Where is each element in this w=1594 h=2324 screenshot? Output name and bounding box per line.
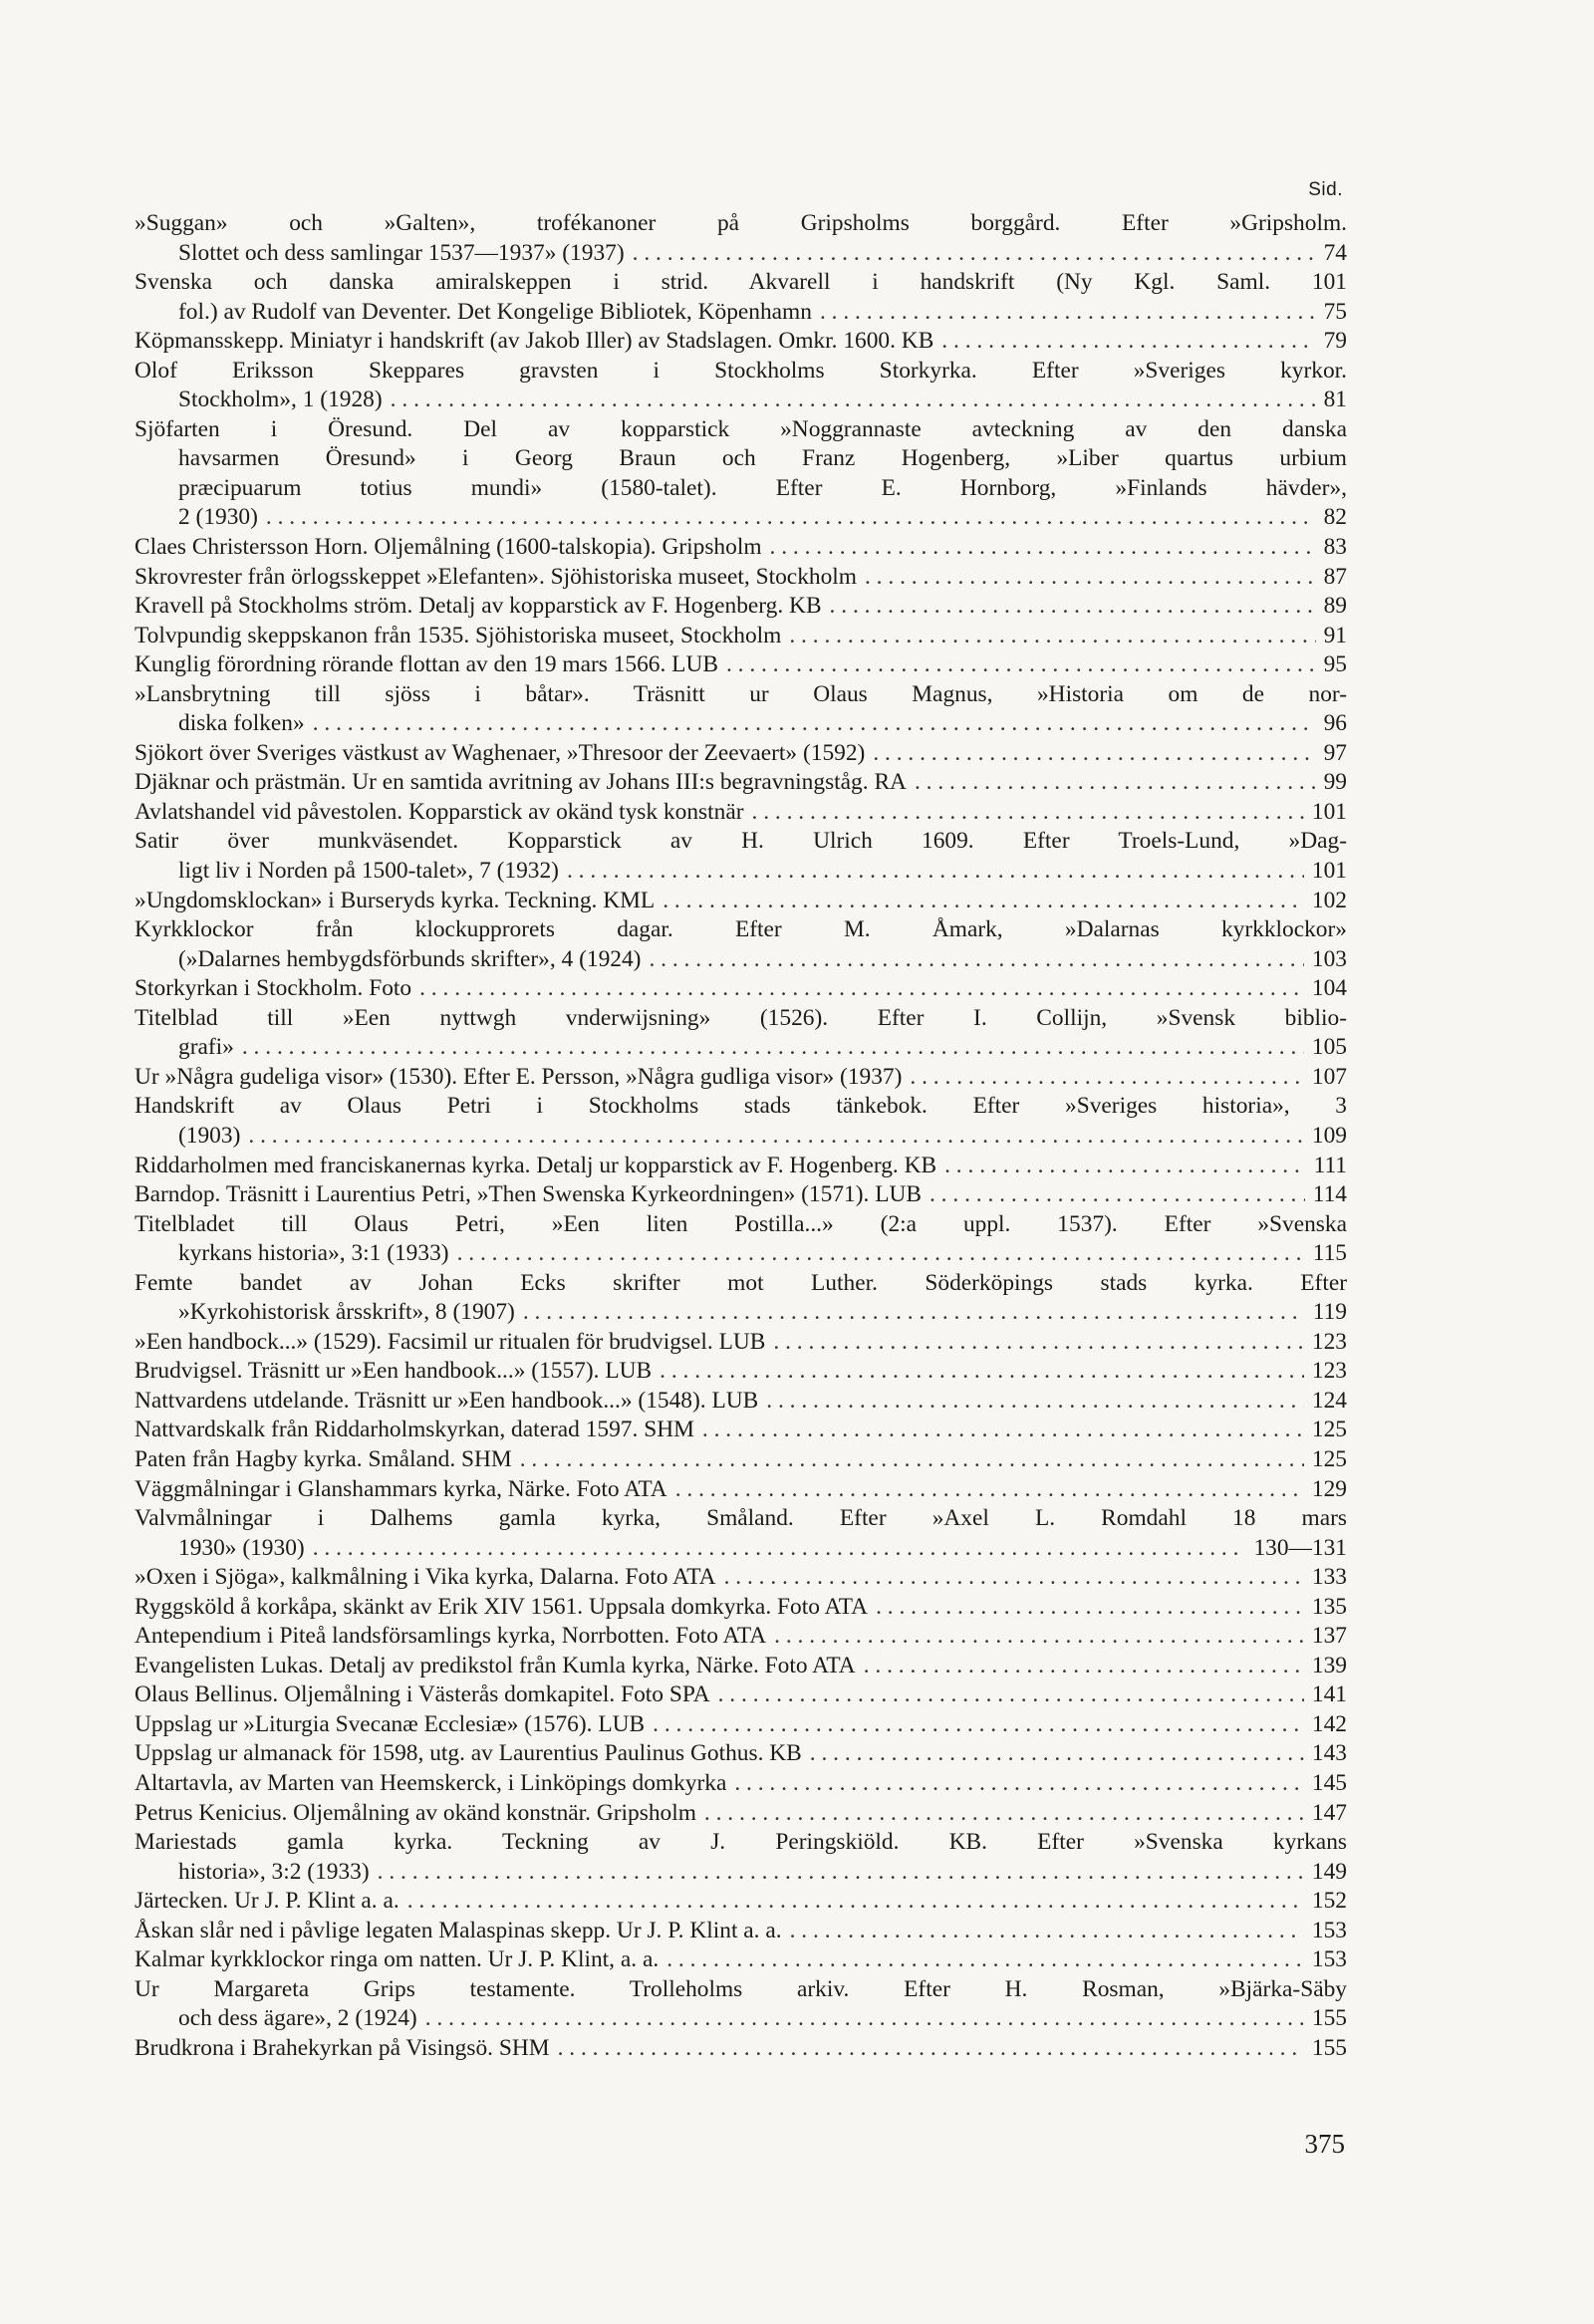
index-entry [134, 1180, 1347, 1210]
index-entry [134, 1945, 1347, 1975]
entry-text-line: Brudkrona i Brahekyrkan på Visingsö. SHM [134, 2034, 550, 2061]
entry-last-line [134, 1152, 1347, 1181]
entry-last-line [134, 1357, 1347, 1387]
entry-last-line [134, 503, 1347, 533]
entry-last-line [134, 298, 1347, 328]
entry-page-ref: 124 [1311, 1387, 1347, 1414]
entry-last-line [134, 1652, 1347, 1681]
dot-leader [726, 650, 1316, 680]
entry-last-line [134, 1710, 1347, 1740]
dot-leader [633, 239, 1316, 269]
index-entry [134, 2034, 1347, 2064]
entry-text-line: Handskrift av Olaus Petri i Stockholms stads tänkebok. Efter »Sveriges historia», 3 [134, 1093, 1347, 1120]
index-entry [134, 1210, 1347, 1269]
entry-text-line: (»Dalarnes hembygdsförbunds skrifter», 4 (1924) [178, 945, 642, 972]
index-entry [134, 1063, 1347, 1093]
entry-text-line: Satir över munkväsendet. Kopparstick av H. Ulrich 1609. Efter Troels-Lund, »Dag- [134, 828, 1347, 855]
index-entry [134, 1475, 1347, 1505]
entry-text-line: Femte bandet av Johan Ecks skrifter mot Luther. Söderköpings stads kyrka. Efter [134, 1269, 1347, 1296]
entry-text-line: historia», 3:2 (1933) [178, 1858, 370, 1885]
index-entry [134, 1387, 1347, 1417]
entry-page-ref: 143 [1311, 1740, 1347, 1767]
dot-leader [944, 1152, 1306, 1181]
entry-page-ref: 89 [1323, 593, 1347, 620]
entry-page-ref: 107 [1311, 1063, 1347, 1090]
entry-text-line: Djäknar och prästmän. Ur en samtida avritning av Johans III:s begravningståg. RA [134, 769, 907, 796]
entry-page-ref: 133 [1311, 1564, 1347, 1591]
index-entry [134, 268, 1347, 327]
index-entry [134, 650, 1347, 680]
entry-last-line [134, 974, 1347, 1004]
entry-text-line: 1930» (1930) [178, 1534, 305, 1561]
entry-last-line [134, 1769, 1347, 1799]
index-entry [134, 739, 1347, 769]
dot-leader [873, 739, 1315, 769]
entry-last-line [134, 622, 1347, 651]
dot-leader [425, 2004, 1304, 2034]
entry-last-line [134, 739, 1347, 769]
entry-page-ref: 153 [1311, 1946, 1347, 1973]
entry-page-ref: 129 [1311, 1475, 1347, 1502]
entry-text-line: »Lansbrytning till sjöss i båtar». Träsnitt ur Olaus Magnus, »Historia om de nor- [134, 680, 1347, 707]
entry-page-ref: 123 [1311, 1358, 1347, 1385]
dot-leader [313, 709, 1316, 739]
index-entry [134, 680, 1347, 739]
dot-leader [830, 592, 1316, 622]
entry-last-line [134, 650, 1347, 680]
entry-last-line [134, 386, 1347, 415]
dot-leader [724, 1563, 1304, 1593]
index-entry [134, 1799, 1347, 1829]
dot-leader [391, 386, 1316, 415]
dot-leader [419, 974, 1304, 1004]
entry-text-line: »Een handbock...» (1529). Facsimil ur ritualen för brudvigsel. LUB [134, 1328, 766, 1355]
entry-text-line: Stockholm», 1 (1928) [178, 387, 383, 413]
entry-text-line: Uppslag ur almanack för 1598, utg. av Laurentius Paulinus Gothus. KB [134, 1740, 802, 1767]
index-entry [134, 1152, 1347, 1181]
dot-leader [248, 1122, 1304, 1152]
entry-last-line [134, 1239, 1347, 1269]
index-entry [134, 1445, 1347, 1475]
dot-leader [266, 503, 1316, 533]
dot-leader [864, 1652, 1304, 1681]
index-entry [134, 1004, 1347, 1063]
index-entry [134, 563, 1347, 593]
entry-last-line [134, 945, 1347, 975]
entry-last-line [134, 1945, 1347, 1975]
index-entry [134, 798, 1347, 828]
entry-page-ref: 152 [1311, 1888, 1347, 1915]
entry-last-line [134, 1298, 1347, 1328]
entry-last-line [134, 857, 1347, 887]
entry-last-line [134, 798, 1347, 828]
dot-leader [789, 622, 1315, 651]
index-entry [134, 622, 1347, 651]
entry-page-ref: 102 [1311, 887, 1347, 913]
dot-leader [718, 1680, 1304, 1710]
figure-index [134, 179, 1347, 2063]
entry-page-ref: 142 [1311, 1710, 1347, 1737]
entry-page-ref: 109 [1311, 1122, 1347, 1149]
entry-text-line: havsarmen Öresund» i Georg Braun och Franz Hogenberg, »Liber quartus urbium [178, 445, 1347, 472]
dot-leader [910, 1063, 1304, 1093]
index-entry [134, 1917, 1347, 1946]
entry-page-ref: 149 [1311, 1858, 1347, 1885]
entry-page-ref: 137 [1311, 1623, 1347, 1650]
entry-page-ref: 95 [1323, 651, 1347, 678]
entry-text-line: Nattvardens utdelande. Träsnitt ur »Een handbook...» (1548). LUB [134, 1387, 759, 1414]
entry-text-line: kyrkans historia», 3:1 (1933) [178, 1240, 449, 1267]
entry-last-line [134, 1680, 1347, 1710]
entry-text-line: Claes Christersson Horn. Oljemålning (1600-talskopia). Gripsholm [134, 534, 762, 561]
dot-leader [930, 1180, 1305, 1210]
entry-text-line: »Oxen i Sjöga», kalkmålning i Vika kyrka, Dalarna. Foto ATA [134, 1564, 716, 1591]
dot-leader [523, 1298, 1305, 1328]
entry-text-line: Sjöfarten i Öresund. Del av kopparstick »Noggrannaste avteckning av den danska [134, 415, 1347, 442]
entry-text-line: Petrus Kenicius. Oljemålning av okänd konstnär. Gripsholm [134, 1799, 696, 1826]
entry-text-line: Järtecken. Ur J. P. Klint a. a. [134, 1888, 399, 1915]
index-entry [134, 1710, 1347, 1740]
dot-leader [770, 533, 1316, 563]
entry-page-ref: 105 [1311, 1034, 1347, 1061]
dot-leader [520, 1445, 1304, 1475]
entry-text-line: Olof Eriksson Skeppares gravsten i Stockholms Storkyrka. Efter »Sveriges kyrkor. [134, 357, 1347, 384]
index-entry [134, 357, 1347, 415]
entry-text-line: diska folken» [178, 710, 305, 737]
entry-text-line: Skrovrester från örlogsskeppet »Elefanten». Sjöhistoriska museet, Stockholm [134, 563, 857, 590]
dot-leader [734, 1769, 1304, 1799]
dot-leader [649, 945, 1303, 975]
entry-text-line: Sjökort över Sveriges västkust av Waghenaer, »Thresoor der Zeevaert» (1592) [134, 739, 866, 766]
column-header-sid: Sid. [1308, 179, 1343, 200]
entry-last-line [134, 1739, 1347, 1769]
entry-page-ref: 96 [1323, 710, 1347, 737]
entry-last-line [134, 533, 1347, 563]
entry-text-line: Evangelisten Lukas. Detalj av predikstol från Kumla kyrka, Närke. Foto ATA [134, 1652, 856, 1678]
entry-text-line: Kalmar kyrkklockor ringa om natten. Ur J. P. Klint, a. a. [134, 1946, 660, 1973]
dot-leader [773, 1328, 1304, 1358]
entry-page-ref: 125 [1311, 1445, 1347, 1472]
entry-text-line: Ur Margareta Grips testamente. Trolleholms arkiv. Efter H. Rosman, »Bjärka-Säby [134, 1975, 1347, 2002]
entry-text-line: Antependium i Piteå landsförsamlings kyrka, Norrbotten. Foto ATA [134, 1623, 767, 1650]
entry-text-line: Uppslag ur »Liturgia Svecanæ Ecclesiæ» (1576). LUB [134, 1710, 646, 1737]
index-entry [134, 1769, 1347, 1799]
dot-leader [313, 1534, 1246, 1564]
entry-text-line: Olaus Bellinus. Oljemålning i Västerås domkapitel. Foto SPA [134, 1681, 710, 1708]
entry-page-ref: 83 [1323, 534, 1347, 561]
entry-page-ref: 153 [1311, 1917, 1347, 1943]
index-entry [134, 1828, 1347, 1887]
entry-page-ref: 75 [1323, 298, 1347, 325]
entry-text-line: Riddarholmen med franciskanernas kyrka. Detalj ur kopparstick av F. Hogenberg. KB [134, 1152, 937, 1178]
index-entry [134, 592, 1347, 622]
entry-page-ref: 91 [1323, 622, 1347, 648]
dot-leader [407, 1887, 1304, 1917]
entry-last-line [134, 1799, 1347, 1829]
index-entry [134, 1328, 1347, 1358]
entry-text-line: »Ungdomsklockan» i Burseryds kyrka. Teckning. KML [134, 887, 656, 913]
entry-last-line [134, 1445, 1347, 1475]
index-entry [134, 1652, 1347, 1681]
entry-last-line [134, 1858, 1347, 1888]
entry-text-line: Titelbladet till Olaus Petri, »Een liten Postilla...» (2:a uppl. 1537). Efter »Svenska [134, 1210, 1347, 1237]
entry-text-line: Åskan slår ned i påvlige legaten Malaspinas skepp. Ur J. P. Klint a. a. [134, 1917, 782, 1943]
entry-page-ref: 99 [1323, 769, 1347, 796]
entry-text-line: Kunglig förordning rörande flottan av den 19 mars 1566. LUB [134, 651, 718, 678]
dot-leader [790, 1917, 1304, 1946]
entry-last-line [134, 1416, 1347, 1445]
dot-leader [653, 1710, 1304, 1740]
index-entry [134, 1887, 1347, 1917]
dot-leader [941, 327, 1315, 357]
index-entry [134, 1357, 1347, 1387]
entry-last-line [134, 1622, 1347, 1652]
dot-leader [774, 1622, 1304, 1652]
entry-last-line [134, 709, 1347, 739]
entry-last-line [134, 1328, 1347, 1358]
entry-text-line: Barndop. Träsnitt i Laurentius Petri, »Then Swenska Kyrkeordningen» (1571). LUB [134, 1181, 922, 1208]
entry-page-ref: 145 [1311, 1769, 1347, 1796]
entry-page-ref: 119 [1312, 1299, 1347, 1326]
entry-last-line [134, 2004, 1347, 2034]
entry-text-line: ligt liv i Norden på 1500-talet», 7 (1932) [178, 858, 559, 885]
entry-text-line: och dess ägare», 2 (1924) [178, 2005, 417, 2032]
entry-last-line [134, 2034, 1347, 2064]
index-entry [134, 327, 1347, 357]
entry-text-line: Ur »Några gudeliga visor» (1530). Efter E. Persson, »Några gudliga visor» (1937) [134, 1063, 903, 1090]
entry-page-ref: 101 [1311, 858, 1347, 885]
index-entry [134, 415, 1347, 533]
entry-text-line: Valvmålningar i Dalhems gamla kyrka, Småland. Efter »Axel L. Romdahl 18 mars [134, 1505, 1347, 1532]
entry-last-line [134, 592, 1347, 622]
entry-text-line: »Kyrkohistorisk årsskrift», 8 (1907) [178, 1299, 515, 1326]
entry-page-ref: 135 [1311, 1593, 1347, 1620]
entry-text-line: Kravell på Stockholms ström. Detalj av kopparstick av F. Hogenberg. KB [134, 593, 822, 620]
index-entry [134, 1739, 1347, 1769]
dot-leader [876, 1593, 1304, 1623]
index-entry [134, 827, 1347, 886]
entry-page-ref: 74 [1323, 239, 1347, 266]
index-entry [134, 533, 1347, 563]
entry-text-line: Titelblad till »Een nyttwgh vnderwijsning» (1526). Efter I. Collijn, »Svensk biblio- [134, 1004, 1347, 1031]
dot-leader [378, 1858, 1304, 1888]
entry-last-line [134, 1534, 1347, 1564]
entry-last-line [134, 563, 1347, 593]
entry-text-line: 2 (1930) [178, 504, 258, 531]
entry-page-ref: 87 [1323, 563, 1347, 590]
entry-page-ref: 111 [1313, 1152, 1347, 1178]
index-entry [134, 887, 1347, 916]
entry-last-line [134, 1033, 1347, 1063]
dot-leader [663, 887, 1304, 916]
index-entry [134, 1622, 1347, 1652]
entry-list [134, 209, 1347, 2063]
dot-leader [558, 2034, 1304, 2064]
index-entry [134, 1563, 1347, 1593]
entry-last-line [134, 1475, 1347, 1505]
dot-leader [567, 857, 1304, 887]
entry-text-line: Väggmålningar i Glanshammars kyrka, Närke. Foto ATA [134, 1475, 667, 1502]
dot-leader [675, 1475, 1304, 1505]
entry-page-ref: 101 [1311, 798, 1347, 825]
entry-text-line: fol.) av Rudolf van Deventer. Det Kongelige Bibliotek, Köpenhamn [178, 298, 812, 325]
entry-text-line: præcipuarum totius mundi» (1580-talet). Efter E. Hornborg, »Finlands hävder», [178, 474, 1347, 501]
entry-page-ref: 130—131 [1253, 1534, 1347, 1561]
entry-text-line: Nattvardskalk från Riddarholmskyrkan, daterad 1597. SHM [134, 1417, 694, 1443]
entry-text-line: Brudvigsel. Träsnitt ur »Een handbook...» (1557). LUB [134, 1358, 653, 1385]
entry-text-line: (1903) [178, 1122, 241, 1149]
index-entry [134, 1416, 1347, 1445]
entry-last-line [134, 327, 1347, 357]
entry-text-line: Ryggsköld å korkåpa, skänkt av Erik XIV 1561. Uppsala domkyrka. Foto ATA [134, 1593, 869, 1620]
entry-page-ref: 147 [1311, 1799, 1347, 1826]
dot-leader [704, 1799, 1304, 1829]
entry-page-ref: 141 [1311, 1681, 1347, 1708]
entry-page-ref: 104 [1311, 975, 1347, 1002]
index-entry [134, 974, 1347, 1004]
entry-page-ref: 123 [1311, 1328, 1347, 1355]
index-entry [134, 1092, 1347, 1151]
entry-last-line [134, 1593, 1347, 1623]
entry-last-line [134, 1917, 1347, 1946]
entry-page-ref: 82 [1323, 504, 1347, 531]
entry-text-line: Mariestads gamla kyrka. Teckning av J. Peringskiöld. KB. Efter »Svenska kyrkans [134, 1829, 1347, 1856]
dot-leader [457, 1239, 1305, 1269]
entry-text-line: Svenska och danska amiralskeppen i strid. Akvarell i handskrift (Ny Kgl. Saml. 101 [134, 269, 1347, 296]
entry-text-line: Köpmansskepp. Miniatyr i handskrift (av Jakob Iller) av Stadslagen. Omkr. 1600. KB [134, 328, 934, 355]
dot-leader [666, 1945, 1304, 1975]
entry-page-ref: 155 [1311, 2034, 1347, 2061]
entry-last-line [134, 887, 1347, 916]
dot-leader [810, 1739, 1304, 1769]
entry-text-line: Slottet och dess samlingar 1537—1937» (1937) [178, 239, 625, 266]
dot-leader [242, 1033, 1304, 1063]
entry-last-line [134, 1887, 1347, 1917]
entry-text-line: grafi» [178, 1034, 234, 1061]
entry-last-line [134, 1563, 1347, 1593]
entry-last-line [134, 768, 1347, 798]
index-entry [134, 1269, 1347, 1328]
entry-page-ref: 139 [1311, 1652, 1347, 1678]
entry-page-ref: 155 [1311, 2005, 1347, 2032]
entry-page-ref: 81 [1323, 387, 1347, 413]
index-entry [134, 768, 1347, 798]
index-entry [134, 1504, 1347, 1563]
entry-page-ref: 115 [1312, 1240, 1347, 1267]
entry-page-ref: 97 [1323, 739, 1347, 766]
entry-text-line: Kyrkklockor från klockupprorets dagar. Efter M. Åmark, »Dalarnas kyrkklockor» [134, 916, 1347, 943]
entry-text-line: »Suggan» och »Galten», trofékanoner på Gripsholms borggård. Efter »Gripsholm. [134, 210, 1347, 236]
entry-page-ref: 125 [1311, 1417, 1347, 1443]
dot-leader [752, 798, 1304, 828]
index-entry [134, 1975, 1347, 2034]
dot-leader [702, 1416, 1304, 1445]
page-number: 375 [1304, 2129, 1345, 2159]
entry-text-line: Tolvpundig skeppskanon från 1535. Sjöhistoriska museet, Stockholm [134, 622, 782, 648]
index-entry [134, 1680, 1347, 1710]
index-entry [134, 915, 1347, 974]
entry-last-line [134, 1387, 1347, 1417]
dot-leader [820, 298, 1316, 328]
dot-leader [915, 768, 1316, 798]
dot-leader [660, 1357, 1304, 1387]
entry-last-line [134, 1180, 1347, 1210]
entry-page-ref: 103 [1311, 945, 1347, 972]
dot-leader [865, 563, 1316, 593]
entry-page-ref: 114 [1312, 1181, 1347, 1208]
index-entry [134, 1593, 1347, 1623]
entry-text-line: Storkyrkan i Stockholm. Foto [134, 975, 412, 1002]
entry-text-line: Avlatshandel vid påvestolen. Kopparstick av okänd tysk konstnär [134, 798, 744, 825]
entry-text-line: Altartavla, av Marten van Heemskerck, i Linköpings domkyrka [134, 1769, 727, 1796]
entry-last-line [134, 1122, 1347, 1152]
index-entry [134, 209, 1347, 268]
entry-page-ref: 79 [1323, 328, 1347, 355]
entry-last-line [134, 1063, 1347, 1093]
entry-last-line [134, 239, 1347, 269]
dot-leader [766, 1387, 1304, 1417]
entry-text-line: Paten från Hagby kyrka. Småland. SHM [134, 1445, 512, 1472]
